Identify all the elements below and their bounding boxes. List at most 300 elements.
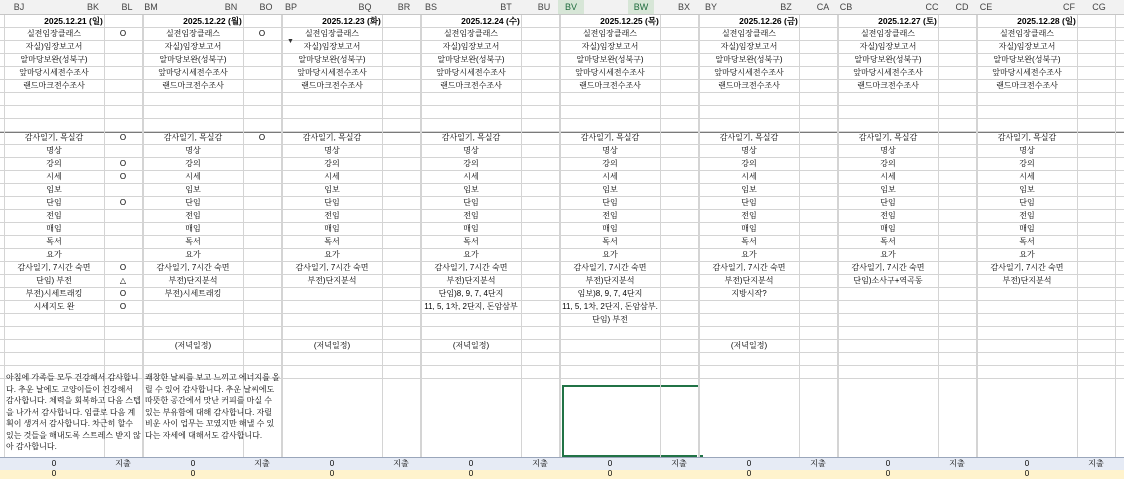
check-mark-cell[interactable] (799, 301, 837, 313)
routine-cell[interactable]: 단임 (463, 198, 479, 207)
column-header-bv[interactable]: BV (558, 0, 584, 14)
check-mark-cell[interactable] (799, 340, 837, 352)
check-mark-cell[interactable] (104, 314, 142, 326)
column-header-ca[interactable]: CA (816, 2, 830, 12)
task-cell[interactable]: 앞마당시세전수조사 (992, 68, 1062, 77)
extra-task-cell[interactable] (977, 340, 1077, 352)
gratitude-note-cell[interactable] (838, 372, 975, 456)
check-mark-cell[interactable] (243, 249, 281, 261)
check-mark-cell[interactable] (243, 314, 281, 326)
routine-cell[interactable]: 요가 (46, 250, 62, 259)
routine-cell[interactable]: 임보 (185, 185, 201, 194)
extra-task-cell[interactable] (699, 314, 799, 326)
check-mark-cell[interactable] (1077, 262, 1115, 274)
check-mark-cell[interactable] (243, 223, 281, 235)
check-mark-cell[interactable] (382, 210, 420, 222)
check-mark-cell[interactable] (660, 171, 698, 183)
check-mark-cell[interactable] (660, 80, 698, 92)
check-mark-cell[interactable] (660, 249, 698, 261)
expense-value[interactable]: 0 (885, 459, 891, 468)
task-cell[interactable]: 알마당보완(성북구) (437, 55, 505, 64)
check-mark-cell[interactable] (799, 236, 837, 248)
extra-task-cell[interactable] (143, 301, 243, 313)
check-mark-cell[interactable] (799, 171, 837, 183)
check-mark-cell[interactable] (938, 288, 976, 300)
check-mark-cell[interactable] (521, 80, 559, 92)
column-header-bt[interactable]: BT (500, 2, 512, 12)
check-mark-cell[interactable] (938, 262, 976, 274)
column-header-cc[interactable]: CC (925, 2, 939, 12)
extra-task-cell[interactable]: 11, 5, 1차, 2단지, 돈암삼부 (424, 302, 518, 311)
check-mark-cell[interactable] (104, 145, 142, 157)
column-header-bx[interactable]: BX (677, 2, 690, 12)
check-mark-cell[interactable]: O (258, 29, 266, 38)
check-mark-cell[interactable] (1077, 236, 1115, 248)
extra-task-cell[interactable]: 단임)소사구+역곡동 (853, 276, 923, 285)
task-cell[interactable]: 랜드마크전수조사 (996, 81, 1058, 90)
routine-cell[interactable]: 강의 (602, 159, 618, 168)
routine-cell[interactable]: 매임 (185, 224, 201, 233)
routine-cell[interactable]: 명상 (185, 146, 201, 155)
check-mark-cell[interactable]: O (119, 289, 127, 298)
bottom-value[interactable]: 0 (51, 469, 57, 478)
check-mark-cell[interactable] (382, 314, 420, 326)
routine-cell[interactable]: 전임 (1019, 211, 1035, 220)
check-mark-cell[interactable] (799, 132, 837, 144)
routine-cell[interactable]: 임보 (741, 185, 757, 194)
check-mark-cell[interactable] (521, 314, 559, 326)
routine-cell[interactable]: 요가 (602, 250, 618, 259)
check-mark-cell[interactable] (660, 340, 698, 352)
check-mark-cell[interactable] (1077, 327, 1115, 339)
extra-task-cell[interactable] (838, 327, 938, 339)
extra-task-cell[interactable]: 단임)8, 9, 7, 4단지 (438, 289, 504, 298)
column-header-cf[interactable]: CF (1063, 2, 1075, 12)
routine-cell[interactable]: 강의 (741, 159, 757, 168)
gratitude-note-cell[interactable]: 아침에 가족들 모두 건강해서 감사합니다. 추운 날에도 고양이들이 건강해서 감사합니다. 체력을 회복하고 다음 스텝을 나가서 감사합니다. 임클로 다음 계획이 생겨서 감사합니다. 차근히 할수 있는 것들을 해내도록 스트레스 받지 않아 감사합니다. (6, 373, 141, 451)
check-mark-cell[interactable] (1077, 249, 1115, 261)
routine-cell[interactable]: 전임 (46, 211, 62, 220)
column-header-bw[interactable]: BW (628, 0, 654, 14)
extra-task-cell[interactable]: (저녁일정) (174, 341, 212, 350)
check-mark-cell[interactable] (799, 249, 837, 261)
check-mark-cell[interactable] (938, 54, 976, 66)
check-mark-cell[interactable] (938, 314, 976, 326)
extra-task-cell[interactable]: 부전)단지분석 (724, 276, 774, 285)
check-mark-cell[interactable] (1077, 67, 1115, 79)
check-mark-cell[interactable] (938, 223, 976, 235)
column-header-bz[interactable]: BZ (780, 2, 792, 12)
extra-task-cell[interactable]: 부전)시세트래킹 (164, 289, 222, 298)
routine-cell[interactable]: 단임 (741, 198, 757, 207)
task-cell[interactable]: 자실)임장보고서 (442, 42, 500, 51)
extra-task-cell[interactable]: (저녁일정) (730, 341, 768, 350)
check-mark-cell[interactable] (521, 288, 559, 300)
check-mark-cell[interactable] (243, 340, 281, 352)
check-mark-cell[interactable] (243, 236, 281, 248)
check-mark-cell[interactable] (382, 80, 420, 92)
column-header-cb[interactable]: CB (839, 2, 853, 12)
routine-cell[interactable]: 독서 (463, 237, 479, 246)
check-mark-cell[interactable] (1077, 210, 1115, 222)
task-cell[interactable]: 알마당보완(성북구) (298, 55, 366, 64)
task-cell[interactable]: 알마당보완(성북구) (159, 55, 227, 64)
check-mark-cell[interactable] (660, 301, 698, 313)
check-mark-cell[interactable]: O (119, 133, 127, 142)
check-mark-cell[interactable] (521, 41, 559, 53)
gratitude-note-cell[interactable] (699, 372, 836, 456)
check-mark-cell[interactable] (1077, 314, 1115, 326)
routine-cell[interactable]: 감사일기, 목실감 (719, 133, 779, 142)
routine-cell[interactable]: 임보 (46, 185, 62, 194)
expense-value[interactable]: 0 (468, 459, 474, 468)
check-mark-cell[interactable] (104, 80, 142, 92)
check-mark-cell[interactable] (660, 262, 698, 274)
check-mark-cell[interactable] (938, 340, 976, 352)
extra-task-cell[interactable]: 지방시작? (731, 289, 767, 298)
check-mark-cell[interactable] (521, 249, 559, 261)
check-mark-cell[interactable] (938, 80, 976, 92)
day-date-header[interactable]: 2025.12.22 (월) (183, 16, 242, 26)
check-mark-cell[interactable] (243, 145, 281, 157)
check-mark-cell[interactable] (382, 327, 420, 339)
routine-cell[interactable]: 감사일기, 7시간 숙면 (434, 263, 508, 272)
check-mark-cell[interactable] (382, 340, 420, 352)
check-mark-cell[interactable]: O (119, 29, 127, 38)
routine-cell[interactable]: 시세 (185, 172, 201, 181)
routine-cell[interactable]: 매임 (46, 224, 62, 233)
routine-cell[interactable]: 시세 (880, 172, 896, 181)
bottom-value[interactable]: 0 (468, 469, 474, 478)
routine-cell[interactable]: 감사일기, 7시간 숙면 (990, 263, 1064, 272)
routine-cell[interactable]: 명상 (1019, 146, 1035, 155)
routine-cell[interactable]: 시세 (324, 172, 340, 181)
day-date-header[interactable]: 2025.12.27 (토) (878, 16, 937, 26)
routine-cell[interactable]: 독서 (602, 237, 618, 246)
check-mark-cell[interactable] (1077, 145, 1115, 157)
extra-task-cell[interactable]: 시세지도 완 (33, 302, 75, 311)
day-date-header[interactable]: 2025.12.26 (금) (739, 16, 798, 26)
extra-task-cell[interactable] (977, 288, 1077, 300)
expense-value[interactable]: 0 (329, 459, 335, 468)
column-header-ce[interactable]: CE (979, 2, 993, 12)
routine-cell[interactable]: 감사일기, 목실감 (302, 133, 362, 142)
check-mark-cell[interactable] (660, 145, 698, 157)
task-cell[interactable]: 자실)임장보고서 (859, 42, 917, 51)
routine-cell[interactable]: 감사일기, 목실감 (24, 133, 84, 142)
routine-cell[interactable]: 강의 (880, 159, 896, 168)
check-mark-cell[interactable] (521, 184, 559, 196)
check-mark-cell[interactable] (382, 145, 420, 157)
routine-cell[interactable]: 임보 (324, 185, 340, 194)
routine-cell[interactable]: 요가 (1019, 250, 1035, 259)
task-cell[interactable]: 알마당보완(성북구) (854, 55, 922, 64)
check-mark-cell[interactable] (521, 210, 559, 222)
routine-cell[interactable]: 매임 (1019, 224, 1035, 233)
check-mark-cell[interactable] (938, 171, 976, 183)
check-mark-cell[interactable] (243, 301, 281, 313)
routine-cell[interactable]: 명상 (324, 146, 340, 155)
check-mark-cell[interactable] (1077, 54, 1115, 66)
column-header-bs[interactable]: BS (424, 2, 437, 12)
extra-task-cell[interactable]: 임보)8, 9, 7, 4단지 (577, 289, 643, 298)
bottom-value[interactable]: 0 (329, 469, 335, 478)
task-cell[interactable]: 랜드마크전수조사 (162, 81, 224, 90)
check-mark-cell[interactable] (521, 262, 559, 274)
routine-cell[interactable]: 강의 (324, 159, 340, 168)
task-cell[interactable]: 랜드마크전수조사 (857, 81, 919, 90)
routine-cell[interactable]: 독서 (46, 237, 62, 246)
check-mark-cell[interactable] (243, 210, 281, 222)
routine-cell[interactable]: 감사일기, 목실감 (858, 133, 918, 142)
check-mark-cell[interactable] (521, 54, 559, 66)
check-mark-cell[interactable] (521, 145, 559, 157)
check-mark-cell[interactable] (660, 197, 698, 209)
extra-task-cell[interactable] (838, 314, 938, 326)
check-mark-cell[interactable]: O (119, 198, 127, 207)
routine-cell[interactable]: 명상 (46, 146, 62, 155)
check-mark-cell[interactable] (104, 340, 142, 352)
routine-cell[interactable]: 시세 (463, 172, 479, 181)
check-mark-cell[interactable] (521, 340, 559, 352)
extra-task-cell[interactable]: 부전)단지분석 (168, 276, 218, 285)
check-mark-cell[interactable] (938, 327, 976, 339)
dropdown-arrow-icon[interactable]: ▼ (287, 38, 294, 45)
check-mark-cell[interactable] (660, 275, 698, 287)
routine-cell[interactable]: 강의 (46, 159, 62, 168)
expense-value[interactable]: 0 (51, 459, 57, 468)
routine-cell[interactable]: 독서 (185, 237, 201, 246)
gratitude-note-cell[interactable]: 쾌창한 날씨를 보고 느끼고 에너지를 올릴 수 있어 감사합니다. 추운 날씨에도 따뜻한 공간에서 맛난 커피를 마실 수 있는 부유함에 대해 감사합니다. 자릴 비운 사이 업무는 꼬였지만 해낼 수 있다는 자세에 대해서도 감사합니다. (145, 373, 280, 440)
task-cell[interactable]: 앞마당시세전수조사 (297, 68, 367, 77)
check-mark-cell[interactable] (1077, 275, 1115, 287)
check-mark-cell[interactable] (243, 262, 281, 274)
extra-task-cell[interactable]: 부전)단지분석 (307, 276, 357, 285)
check-mark-cell[interactable] (799, 41, 837, 53)
routine-cell[interactable]: 독서 (324, 237, 340, 246)
routine-cell[interactable]: 시세 (1019, 172, 1035, 181)
check-mark-cell[interactable] (938, 67, 976, 79)
extra-task-cell[interactable] (838, 340, 938, 352)
task-cell[interactable]: 랜드마크전수조사 (440, 81, 502, 90)
extra-task-cell[interactable] (838, 301, 938, 313)
check-mark-cell[interactable] (521, 275, 559, 287)
check-mark-cell[interactable] (104, 54, 142, 66)
check-mark-cell[interactable] (521, 327, 559, 339)
routine-cell[interactable]: 강의 (463, 159, 479, 168)
check-mark-cell[interactable] (799, 327, 837, 339)
check-mark-cell[interactable] (104, 67, 142, 79)
routine-cell[interactable]: 전임 (463, 211, 479, 220)
routine-cell[interactable]: 매임 (324, 224, 340, 233)
routine-cell[interactable]: 시세 (46, 172, 62, 181)
extra-task-cell[interactable]: 단임) 부전 (592, 315, 628, 324)
task-cell[interactable]: 자실)임장보고서 (581, 42, 639, 51)
task-cell[interactable]: 랜드마크전수조사 (23, 81, 85, 90)
column-header-bn[interactable]: BN (224, 2, 238, 12)
routine-cell[interactable]: 강의 (185, 159, 201, 168)
task-cell[interactable]: 실전임장클래스 (443, 29, 499, 38)
day-date-header[interactable]: 2025.12.25 (목) (600, 16, 659, 26)
bottom-value[interactable]: 0 (746, 469, 752, 478)
check-mark-cell[interactable] (1077, 132, 1115, 144)
routine-cell[interactable]: 임보 (880, 185, 896, 194)
gratitude-note-cell[interactable] (282, 372, 419, 456)
routine-cell[interactable]: 단임 (602, 198, 618, 207)
routine-cell[interactable]: 전임 (741, 211, 757, 220)
check-mark-cell[interactable] (660, 158, 698, 170)
check-mark-cell[interactable] (382, 275, 420, 287)
routine-cell[interactable]: 전임 (185, 211, 201, 220)
check-mark-cell[interactable] (243, 54, 281, 66)
routine-cell[interactable]: 전임 (880, 211, 896, 220)
task-cell[interactable]: 앞마당시세전수조사 (575, 68, 645, 77)
column-header-bm[interactable]: BM (144, 2, 158, 12)
check-mark-cell[interactable] (1077, 171, 1115, 183)
extra-task-cell[interactable]: 11, 5, 1차, 2단지, 돈암삼부. (562, 302, 658, 311)
check-mark-cell[interactable] (799, 223, 837, 235)
extra-task-cell[interactable] (699, 327, 799, 339)
routine-cell[interactable]: 감사일기, 7시간 숙면 (573, 263, 647, 272)
bottom-value[interactable]: 0 (190, 469, 196, 478)
check-mark-cell[interactable] (1077, 288, 1115, 300)
check-mark-cell[interactable] (799, 262, 837, 274)
gratitude-note-cell[interactable] (977, 372, 1114, 456)
gratitude-note-cell[interactable] (421, 372, 558, 456)
check-mark-cell[interactable] (382, 41, 420, 53)
routine-cell[interactable]: 임보 (1019, 185, 1035, 194)
extra-task-cell[interactable] (421, 314, 521, 326)
task-cell[interactable]: 자실)임장보고서 (164, 42, 222, 51)
check-mark-cell[interactable] (243, 288, 281, 300)
routine-cell[interactable]: 요가 (324, 250, 340, 259)
routine-cell[interactable]: 요가 (185, 250, 201, 259)
day-date-header[interactable]: 2025.12.23 (화) (322, 16, 381, 26)
column-header-bp[interactable]: BP (284, 2, 297, 12)
routine-cell[interactable]: 감사일기, 7시간 숙면 (712, 263, 786, 272)
check-mark-cell[interactable] (799, 275, 837, 287)
routine-cell[interactable]: 강의 (1019, 159, 1035, 168)
extra-task-cell[interactable] (977, 301, 1077, 313)
task-cell[interactable]: 앞마당시세전수조사 (714, 68, 784, 77)
day-date-header[interactable]: 2025.12.24 (수) (461, 16, 520, 26)
expense-value[interactable]: 0 (190, 459, 196, 468)
check-mark-cell[interactable] (1077, 28, 1115, 40)
check-mark-cell[interactable] (660, 314, 698, 326)
check-mark-cell[interactable] (382, 262, 420, 274)
task-cell[interactable]: 앞마당시세전수조사 (853, 68, 923, 77)
column-header-bj[interactable]: BJ (13, 2, 25, 12)
column-header-cg[interactable]: CG (1092, 2, 1106, 12)
check-mark-cell[interactable] (938, 132, 976, 144)
check-mark-cell[interactable] (243, 41, 281, 53)
check-mark-cell[interactable] (938, 236, 976, 248)
check-mark-cell[interactable] (243, 197, 281, 209)
check-mark-cell[interactable] (521, 158, 559, 170)
routine-cell[interactable]: 독서 (880, 237, 896, 246)
routine-cell[interactable]: 감사일기, 목실감 (441, 133, 501, 142)
check-mark-cell[interactable] (938, 41, 976, 53)
extra-task-cell[interactable] (838, 288, 938, 300)
expense-value[interactable]: 0 (607, 459, 613, 468)
routine-cell[interactable]: 매임 (741, 224, 757, 233)
routine-cell[interactable]: 감사일기, 목실감 (997, 133, 1057, 142)
check-mark-cell[interactable] (104, 41, 142, 53)
check-mark-cell[interactable] (243, 67, 281, 79)
check-mark-cell[interactable] (243, 327, 281, 339)
extra-task-cell[interactable] (143, 314, 243, 326)
bottom-value[interactable]: 0 (1024, 469, 1030, 478)
column-header-bk[interactable]: BK (86, 2, 99, 12)
check-mark-cell[interactable] (660, 236, 698, 248)
routine-cell[interactable]: 전임 (602, 211, 618, 220)
check-mark-cell[interactable] (243, 80, 281, 92)
task-cell[interactable]: 앞마당시세전수조사 (436, 68, 506, 77)
extra-task-cell[interactable] (282, 327, 382, 339)
check-mark-cell[interactable] (1077, 41, 1115, 53)
check-mark-cell[interactable] (938, 197, 976, 209)
check-mark-cell[interactable] (104, 223, 142, 235)
check-mark-cell[interactable] (938, 158, 976, 170)
extra-task-cell[interactable] (560, 340, 660, 352)
column-header-cd[interactable]: CD (955, 2, 969, 12)
routine-cell[interactable]: 명상 (463, 146, 479, 155)
check-mark-cell[interactable] (243, 158, 281, 170)
check-mark-cell[interactable] (799, 197, 837, 209)
check-mark-cell[interactable] (243, 275, 281, 287)
extra-task-cell[interactable]: (저녁일정) (313, 341, 351, 350)
check-mark-cell[interactable] (521, 197, 559, 209)
extra-task-cell[interactable]: 단임) 부전 (36, 276, 72, 285)
column-header-bq[interactable]: BQ (358, 2, 372, 12)
check-mark-cell[interactable] (382, 236, 420, 248)
extra-task-cell[interactable] (977, 327, 1077, 339)
extra-task-cell[interactable] (282, 288, 382, 300)
routine-cell[interactable]: 임보 (463, 185, 479, 194)
check-mark-cell[interactable] (938, 210, 976, 222)
check-mark-cell[interactable] (938, 249, 976, 261)
routine-cell[interactable]: 단임 (1019, 198, 1035, 207)
routine-cell[interactable]: 감사일기, 7시간 숙면 (851, 263, 925, 272)
task-cell[interactable]: 랜드마크전수조사 (718, 81, 780, 90)
task-cell[interactable]: 실전임장클래스 (721, 29, 777, 38)
routine-cell[interactable]: 감사일기, 7시간 숙면 (295, 263, 369, 272)
check-mark-cell[interactable] (1077, 197, 1115, 209)
check-mark-cell[interactable] (660, 54, 698, 66)
column-header-by[interactable]: BY (704, 2, 717, 12)
task-cell[interactable]: 실전임장클래스 (999, 29, 1055, 38)
extra-task-cell[interactable] (282, 301, 382, 313)
routine-cell[interactable]: 감사일기, 목실감 (163, 133, 223, 142)
bottom-value[interactable]: 0 (885, 469, 891, 478)
routine-cell[interactable]: 전임 (324, 211, 340, 220)
check-mark-cell[interactable]: △ (119, 276, 127, 285)
extra-task-cell[interactable] (282, 314, 382, 326)
task-cell[interactable]: 알마당보완(성북구) (576, 55, 644, 64)
check-mark-cell[interactable] (938, 301, 976, 313)
routine-cell[interactable]: 단임 (880, 198, 896, 207)
check-mark-cell[interactable] (938, 28, 976, 40)
check-mark-cell[interactable] (521, 28, 559, 40)
check-mark-cell[interactable] (382, 223, 420, 235)
routine-cell[interactable]: 요가 (463, 250, 479, 259)
check-mark-cell[interactable] (799, 288, 837, 300)
check-mark-cell[interactable]: O (119, 159, 127, 168)
routine-cell[interactable]: 단임 (185, 198, 201, 207)
routine-cell[interactable]: 독서 (1019, 237, 1035, 246)
check-mark-cell[interactable] (660, 184, 698, 196)
check-mark-cell[interactable] (938, 184, 976, 196)
